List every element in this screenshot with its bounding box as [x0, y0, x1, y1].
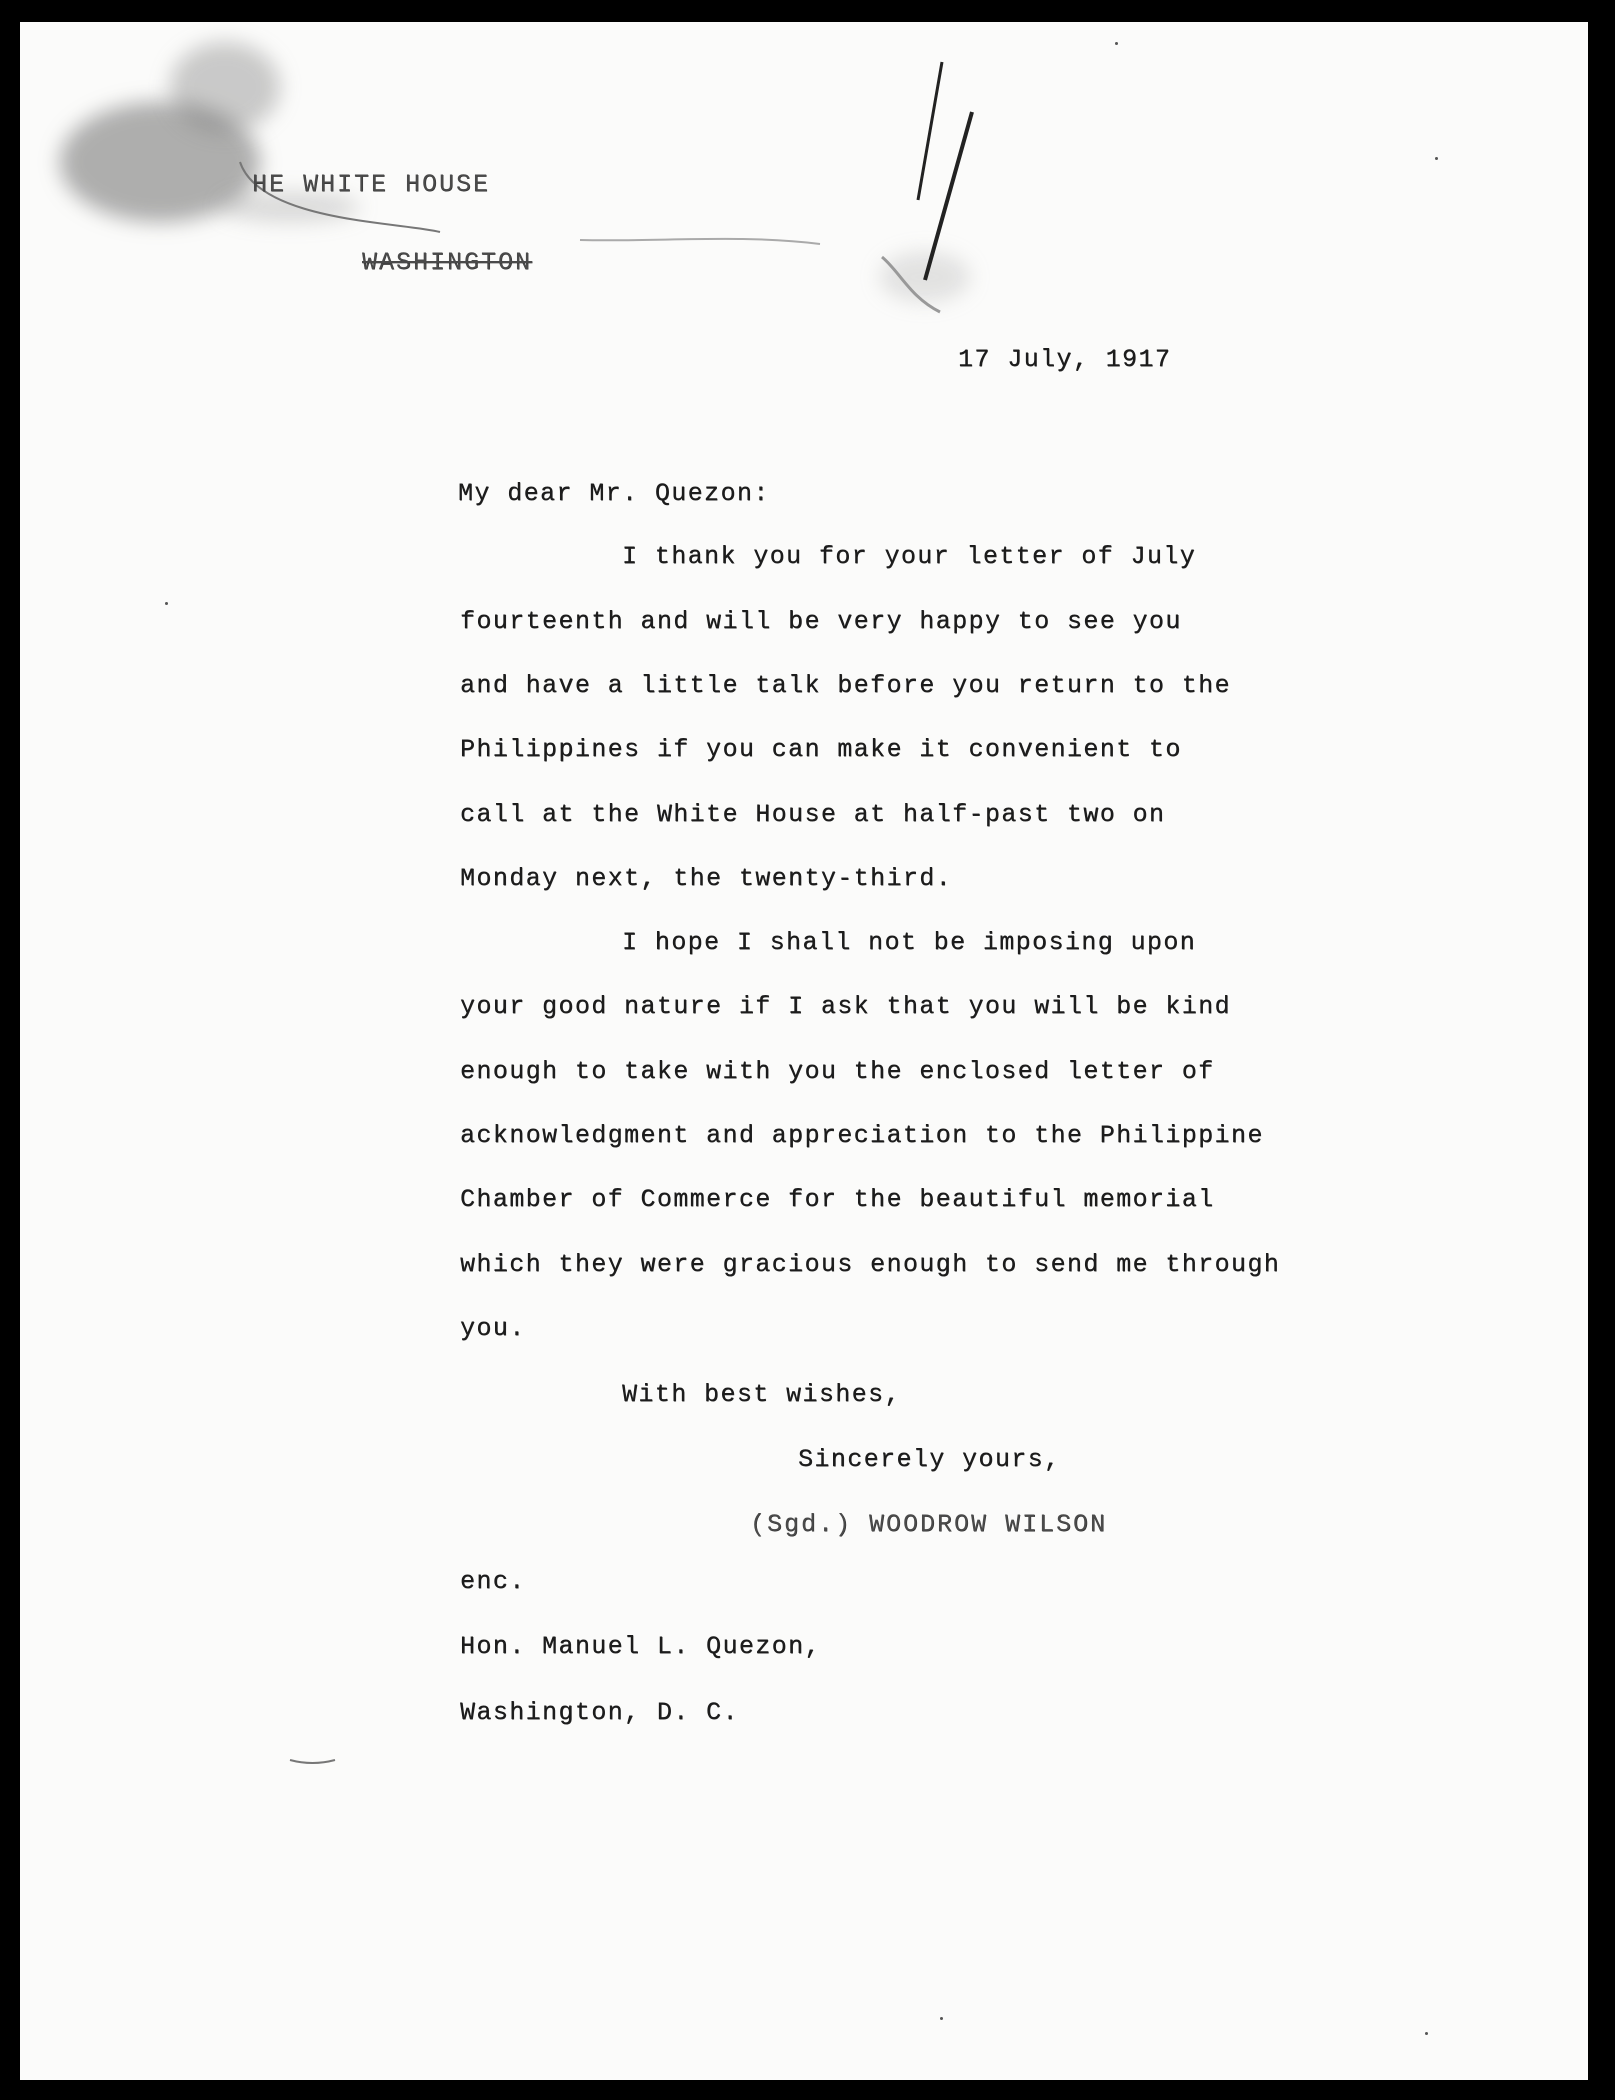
- body-line: I hope I shall not be imposing upon: [622, 928, 1197, 957]
- speck: [1435, 157, 1438, 160]
- letter-page: [20, 22, 1588, 2080]
- body-line: call at the White House at half-past two on: [460, 800, 1166, 829]
- speck: [940, 2017, 943, 2020]
- closing-sincerely: Sincerely yours,: [798, 1445, 1061, 1474]
- body-line: and have a little talk before you return to the: [460, 671, 1231, 700]
- letter-date: 17 July, 1917: [958, 345, 1172, 374]
- closing-wishes: With best wishes,: [622, 1380, 901, 1409]
- speck: [1425, 2032, 1428, 2035]
- addressee-city: Washington, D. C.: [460, 1698, 739, 1727]
- closing-signature: (Sgd.) WOODROW WILSON: [750, 1510, 1108, 1539]
- enclosure-note: enc.: [460, 1567, 526, 1596]
- body-line: your good nature if I ask that you will be kind: [460, 992, 1231, 1021]
- pencil-marks: [20, 22, 1588, 2080]
- letterhead-city: WASHINGTON: [362, 248, 533, 277]
- salutation: My dear Mr. Quezon:: [458, 479, 770, 508]
- body-line: which they were gracious enough to send me through: [460, 1250, 1281, 1279]
- speck: [1115, 42, 1118, 45]
- body-line: Chamber of Commerce for the beautiful memorial: [460, 1185, 1215, 1214]
- letterhead-title: HE WHITE HOUSE: [252, 170, 491, 199]
- body-line: enough to take with you the enclosed letter of: [460, 1057, 1215, 1086]
- body-line: I thank you for your letter of July: [622, 542, 1197, 571]
- speck: [165, 602, 168, 605]
- body-line: Monday next, the twenty-third.: [460, 864, 953, 893]
- body-line: Philippines if you can make it convenient to: [460, 735, 1182, 764]
- body-line: you.: [460, 1314, 526, 1343]
- body-line: acknowledgment and appreciation to the Philippine: [460, 1121, 1264, 1150]
- addressee-name: Hon. Manuel L. Quezon,: [460, 1632, 821, 1661]
- body-line: fourteenth and will be very happy to see you: [460, 607, 1182, 636]
